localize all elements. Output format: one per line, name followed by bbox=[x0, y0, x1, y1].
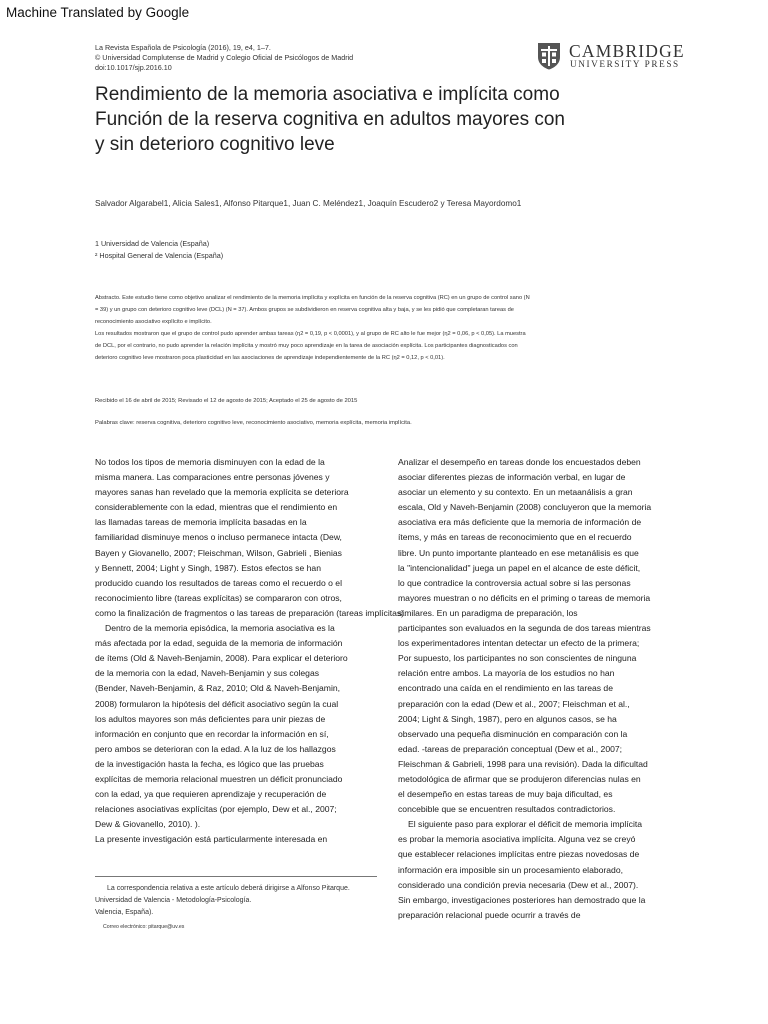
article-title bbox=[95, 82, 655, 157]
body-line: información era imposible sin un procesamiento elaborado, bbox=[398, 864, 623, 875]
body-line: Dew & Giovanello, 2010). ). bbox=[95, 819, 201, 830]
body-line: relación entre ambos. La mayoría de los estudios no han bbox=[398, 668, 615, 679]
abstract-line: de DCL, por el contrario, no pudo aprender la relación implícita y mostró muy poco aprendizaje en la tarea de asociación explícita. Los participantes diagnosticados con bbox=[95, 342, 518, 349]
affiliation: 1 Universidad de Valencia (España) bbox=[95, 239, 210, 248]
body-line: de ítems (Old & Naveh-Benjamin, 2008). Para explicar el deterioro bbox=[95, 653, 348, 664]
body-line: pero ambos se deterioran con la edad. A la luz de los hallazgos bbox=[95, 743, 336, 754]
body-line: similares. En un paradigma de preparación, los bbox=[398, 607, 578, 618]
body-line: las llamadas tareas de memoria implícita basadas en la bbox=[95, 517, 307, 528]
body-line: lo que contradice la controversia actual sobre si las personas bbox=[398, 577, 631, 588]
doi-line: doi:10.1017/sjp.2016.10 bbox=[95, 63, 172, 72]
keywords: Palabras clave: reserva cognitiva, deterioro cognitivo leve, reconocimiento asociativo, memoria explícita, memoria implícita. bbox=[95, 420, 412, 426]
body-line: Bayen y Giovanello, 2007; Fleischman, Wilson, Gabrieli , Bienias bbox=[95, 547, 342, 558]
body-line: concebible que se encuentren resultados contradictorios. bbox=[398, 804, 616, 815]
footnote-line: Universidad de Valencia - Metodología-Psicología. bbox=[95, 897, 252, 904]
body-line: No todos los tipos de memoria disminuyen con la edad de la bbox=[95, 457, 325, 467]
body-line: relaciones asociativas explícitas (por ejemplo, Dew et al., 2007; bbox=[95, 804, 337, 815]
abstract-line: = 39) y un grupo con deterioro cognitivo leve (DCL) (N = 37). Ambos grupos se subdividieron en reserva cognitiva alta y baja, y se les pidió que completaran tareas de bbox=[95, 306, 514, 313]
body-line: familiaridad disminuye menos o incluso permanece intacta (Dew, bbox=[95, 532, 342, 543]
author-list: Salvador Algarabel1, Alicia Sales1, Alfonso Pitarque1, Juan C. Meléndez1, Joaquín Escudero2 y Teresa Mayordomo1 bbox=[95, 199, 522, 208]
body-line: la "intencionalidad" juega un papel en el alcance de este déficit, bbox=[398, 562, 641, 573]
body-line: Analizar el desempeño en tareas donde los encuestados deben bbox=[398, 457, 641, 467]
abstract bbox=[95, 293, 625, 364]
machine-translation-banner: Machine Translated by Google bbox=[6, 5, 190, 20]
body-column-right bbox=[398, 455, 688, 923]
body-line: información en conjunto que en recordar la información en sí, bbox=[95, 728, 329, 739]
body-line: edad. -tareas de preparación conceptual (Dew et al., 2007; bbox=[398, 743, 623, 754]
body-line: como la finalización de fragmentos o las tareas de preparación (tareas implícitas). bbox=[95, 607, 407, 618]
body-line: mayores muestran o no déficits en el priming o tareas de memoria bbox=[398, 592, 651, 603]
body-line: escala, Old y Naveh-Benjamin (2008) concluyeron que la memoria bbox=[398, 502, 652, 513]
body-line: asociativa era más deficiente que la memoria de información de bbox=[398, 517, 642, 528]
body-line: preparación relacional puede ocurrir a través de bbox=[398, 909, 581, 920]
body-line: los experimentadores intentan detectar un efecto de la primera; bbox=[398, 638, 640, 649]
body-line: misma manera. Las comparaciones entre personas jóvenes y bbox=[95, 472, 330, 483]
footnote-email: Correo electrónico: pitarque@uv.es bbox=[103, 924, 185, 930]
body-line: La presente investigación está particularmente interesada en bbox=[95, 834, 328, 845]
footnote bbox=[95, 883, 350, 933]
body-line: de la memoria con la edad, Naveh-Benjamin y sus colegas bbox=[95, 668, 320, 679]
footnote-line: La correspondencia relativa a este artículo deberá dirigirse a Alfonso Pitarque. bbox=[107, 885, 350, 892]
publisher-name: CAMBRIDGE bbox=[569, 41, 685, 61]
abstract-line: reconocimiento asociativo explícito e implícito. bbox=[95, 318, 212, 325]
body-line: los adultos mayores son más deficientes para unir piezas de bbox=[95, 713, 326, 724]
body-line: ítems, y más en tareas de reconocimiento que en el recuerdo bbox=[398, 532, 632, 543]
affiliations bbox=[95, 238, 223, 262]
body-line: considerado una condición previa necesaria (Dew et al., 2007). bbox=[398, 879, 639, 890]
body-line: asociar diferentes piezas de información verbal, en lugar de bbox=[398, 472, 626, 483]
cambridge-logo bbox=[537, 42, 687, 72]
copyright-line: © Universidad Complutense de Madrid y Colegio Oficial de Psicólogos de Madrid bbox=[95, 53, 354, 62]
body-line: asociar un elemento y su contexto. En un metaanálisis a gran bbox=[398, 487, 633, 498]
body-line: reconocimiento libre (tareas explícitas) se compararon con otros, bbox=[95, 592, 342, 603]
body-line: producido cuando los resultados de tareas como el recuerdo o el bbox=[95, 577, 342, 588]
title-line: y sin deterioro cognitivo leve bbox=[95, 134, 335, 155]
body-line: metodológica de afirmar que se produjeron diferencias nulas en bbox=[398, 773, 641, 784]
body-line: Fleischman & Gabrieli, 1998 para una revisión). Dada la dificultad bbox=[398, 758, 648, 769]
body-line: es probar la memoria asociativa implícita. Alguna vez se creyó bbox=[398, 834, 636, 845]
body-line: observado una pequeña disminución en comparación con la bbox=[398, 728, 628, 739]
title-line: Rendimiento de la memoria asociativa e implícita como bbox=[95, 84, 560, 105]
body-line: 2008) formularon la hipótesis del déficit asociativo según la cual bbox=[95, 698, 339, 709]
body-line: encontrado una caída en el rendimiento en las tareas de bbox=[398, 683, 613, 694]
title-line: Función de la reserva cognitiva en adultos mayores con bbox=[95, 109, 565, 130]
body-line: preparación con la edad (Dew et al., 2007; Fleischman et al., bbox=[398, 698, 630, 709]
abstract-line: Abstracto. Este estudio tiene como objetivo analizar el rendimiento de la memoria implícita y explícita en función de la reserva cognitiva (RC) en un grupo de control sano (N bbox=[95, 295, 530, 301]
body-line: explícitas de memoria relacional muestren un déficit pronunciado bbox=[95, 773, 343, 784]
body-line: el desempeño en estas tareas de muy baja dificultad, es bbox=[398, 789, 613, 800]
abstract-line: Los resultados mostraron que el grupo de control pudo aprender ambas tareas (η2 = 0,19, p < 0,0001), y al grupo de RC alto le fue mejor (η2 = 0,06, p < 0,05). La muestra bbox=[95, 330, 526, 337]
body-line: 2004; Light & Singh, 1987), pero en algunos casos, se ha bbox=[398, 713, 617, 724]
abstract-line: deterioro cognitivo leve mostraron poca plasticidad en las asociaciones de aprendizaje independientemente de la RC (η2 = 0,12, p < 0,01). bbox=[95, 354, 445, 361]
received-dates: Recibido el 16 de abril de 2015; Revisado el 12 de agosto de 2015; Aceptado el 25 de agosto de 2015 bbox=[95, 398, 358, 404]
body-line: Por supuesto, los participantes no son conscientes de ninguna bbox=[398, 653, 637, 664]
body-line: mayores sanas han revelado que la memoria explícita se deteriora bbox=[95, 487, 349, 498]
body-line: Sin embargo, investigaciones posteriores han demostrado que la bbox=[398, 894, 646, 905]
body-line: El siguiente paso para explorar el déficit de memoria implícita bbox=[408, 819, 643, 830]
body-line: más afectada por la edad, seguida de la memoria de información bbox=[95, 638, 343, 649]
journal-citation: La Revista Española de Psicología (2016), 19, e4, 1–7. bbox=[95, 43, 271, 52]
body-line: (Bender, Naveh-Benjamin, & Raz, 2010; Old & Naveh-Benjamin, bbox=[95, 683, 341, 694]
body-line: libre. Un punto importante planteado en ese metanálisis es que bbox=[398, 547, 639, 558]
body-column-left bbox=[95, 455, 407, 847]
body-line: participantes son evaluados en la segunda de dos tareas mientras bbox=[398, 623, 651, 634]
body-line: con la edad, ya que requieren aprendizaje y recuperación de bbox=[95, 789, 327, 800]
body-line: que establecer relaciones implícitas entre piezas novedosas de bbox=[398, 849, 640, 860]
shield-crest-icon bbox=[537, 42, 561, 70]
body-line: considerablemente con la edad, mientras que el rendimiento en bbox=[95, 502, 338, 513]
body-line: y Bennett, 2004; Light y Singh, 1987). Estos efectos se han bbox=[95, 562, 321, 573]
journal-meta bbox=[95, 43, 353, 73]
publisher-press: UNIVERSITY PRESS bbox=[570, 59, 680, 69]
footnote-divider bbox=[95, 876, 377, 877]
footnote-line: Valencia, España). bbox=[95, 909, 154, 916]
affiliation: ² Hospital General de Valencia (España) bbox=[95, 251, 224, 260]
body-line: Dentro de la memoria episódica, la memoria asociativa es la bbox=[105, 623, 335, 634]
body-line: de la investigación hasta la fecha, es lógico que las pruebas bbox=[95, 758, 324, 769]
